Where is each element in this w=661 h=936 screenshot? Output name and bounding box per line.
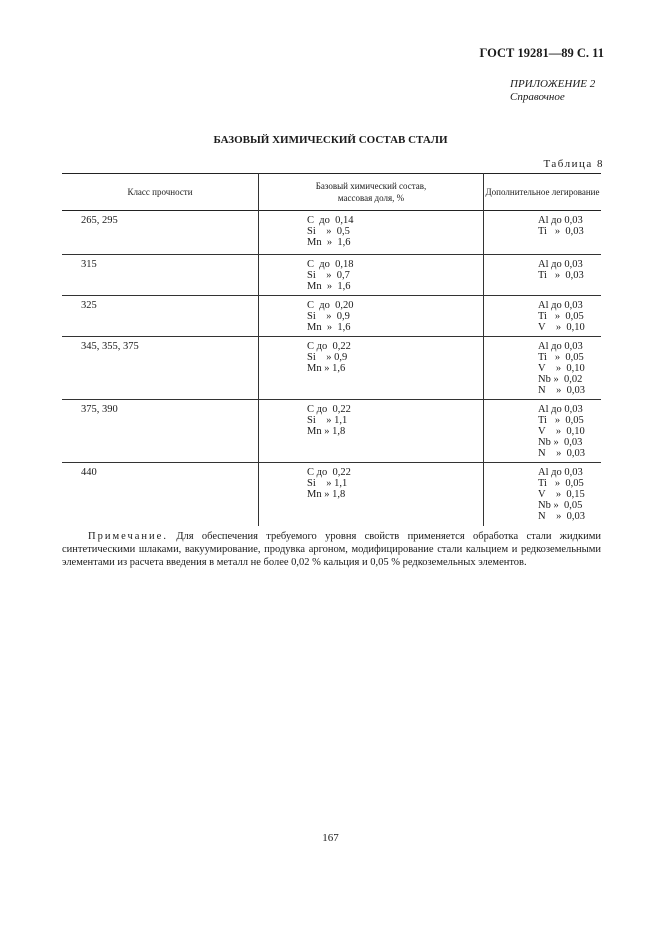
- alloying-line: N » 0,03: [538, 511, 585, 522]
- composition-line: Si » 0,9: [307, 352, 348, 363]
- cell-strength-class: 265, 295: [81, 215, 118, 226]
- header-strength-class: Класс прочности: [127, 187, 193, 197]
- cell-base-composition: [259, 337, 484, 400]
- composition-table: [62, 173, 601, 526]
- alloying-line: Al до 0,03: [538, 341, 583, 352]
- cell-base-composition: [259, 400, 484, 463]
- cell-extra-alloying: [484, 400, 602, 463]
- alloying-line: Al до 0,03: [538, 404, 583, 415]
- composition-line: Mn » 1,6: [307, 237, 351, 248]
- alloying-line: N » 0,03: [538, 385, 585, 396]
- alloying-line: Ti » 0,05: [538, 478, 584, 489]
- cell-base-composition: [259, 463, 484, 526]
- table-row: [62, 400, 601, 463]
- alloying-line: V » 0,10: [538, 363, 585, 374]
- alloying-line: Ti » 0,05: [538, 311, 584, 322]
- header-base-line2: массовая доля, %: [337, 193, 405, 203]
- cell-strength-class: 375, 390: [81, 404, 118, 415]
- composition-line: Mn » 1,6: [307, 281, 351, 292]
- cell-extra-alloying: [484, 463, 602, 526]
- composition-line: C до 0,22: [307, 404, 351, 415]
- table-row: [62, 255, 601, 296]
- alloying-line: Ti » 0,05: [538, 415, 584, 426]
- composition-line: C до 0,22: [307, 341, 351, 352]
- cell-extra-alloying: [484, 255, 602, 296]
- annex-subtitle: Справочное: [510, 91, 565, 103]
- alloying-line: Al до 0,03: [538, 215, 583, 226]
- alloying-line: Ti » 0,03: [538, 270, 584, 281]
- alloying-line: Ti » 0,05: [538, 352, 584, 363]
- composition-line: C до 0,18: [307, 259, 354, 270]
- alloying-line: V » 0,15: [538, 489, 585, 500]
- composition-line: Si » 0,5: [307, 226, 350, 237]
- cell-base-composition: [259, 296, 484, 337]
- alloying-line: Al до 0,03: [538, 259, 583, 270]
- alloying-line: Al до 0,03: [538, 300, 583, 311]
- alloying-line: Nb » 0,02: [538, 374, 583, 385]
- composition-line: C до 0,22: [307, 467, 351, 478]
- note-paragraph: [62, 530, 601, 569]
- alloying-line: V » 0,10: [538, 322, 585, 333]
- alloying-line: N » 0,03: [538, 448, 585, 459]
- alloying-line: Ti » 0,03: [538, 226, 584, 237]
- cell-extra-alloying: [484, 296, 602, 337]
- note-text: Для обеспечения требуемого уровня свойств применяется обработка стали жидкими синтетическими шлаками, вакуумирование, продувка аргоном, модифицирование стали кальцием и редкоземельными элементами из расчета введения в металл не более 0,02 % кальция и 0,05 % редкоземельных элементов.: [62, 531, 602, 568]
- alloying-line: Al до 0,03: [538, 467, 583, 478]
- table-label: Таблица 8: [543, 158, 604, 170]
- alloying-line: V » 0,10: [538, 426, 585, 437]
- alloying-line: Nb » 0,03: [538, 437, 583, 448]
- composition-line: Mn » 1,8: [307, 489, 346, 500]
- composition-line: C до 0,20: [307, 300, 354, 311]
- composition-line: Si » 1,1: [307, 478, 348, 489]
- cell-strength-class: 440: [81, 467, 97, 478]
- composition-line: Mn » 1,8: [307, 426, 346, 437]
- composition-line: Si » 0,7: [307, 270, 350, 281]
- cell-base-composition: [259, 255, 484, 296]
- cell-base-composition: [259, 211, 484, 255]
- header-extra-alloying: Дополнительное легирование: [484, 174, 602, 211]
- cell-strength-class: 325: [81, 300, 97, 311]
- page-number: 167: [322, 832, 339, 844]
- document-title: БАЗОВЫЙ ХИМИЧЕСКИЙ СОСТАВ СТАЛИ: [213, 134, 448, 146]
- table-row: [62, 337, 601, 400]
- composition-line: Si » 1,1: [307, 415, 348, 426]
- table-row: [62, 463, 601, 526]
- cell-extra-alloying: [484, 211, 602, 255]
- header-base-composition: [259, 174, 484, 211]
- composition-line: Si » 0,9: [307, 311, 350, 322]
- cell-strength-class: 315: [81, 259, 97, 270]
- alloying-line: Nb » 0,05: [538, 500, 583, 511]
- note-label: Примечание.: [88, 531, 168, 542]
- table-header-row: [62, 174, 601, 211]
- header-base-line1: Базовый химический состав,: [315, 181, 427, 191]
- annex-label: [510, 78, 595, 104]
- composition-line: Mn » 1,6: [307, 363, 346, 374]
- cell-extra-alloying: [484, 337, 602, 400]
- standard-header: ГОСТ 19281—89 С. 11: [479, 46, 604, 60]
- composition-line: Mn » 1,6: [307, 322, 351, 333]
- table-row: [62, 296, 601, 337]
- annex-title: ПРИЛОЖЕНИЕ 2: [510, 78, 596, 90]
- composition-line: C до 0,14: [307, 215, 354, 226]
- table-row: [62, 211, 601, 255]
- cell-strength-class: 345, 355, 375: [81, 341, 139, 352]
